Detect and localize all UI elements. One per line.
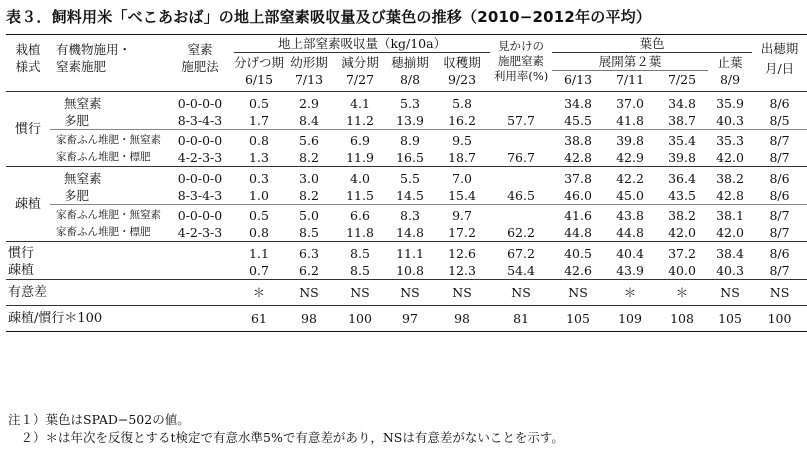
- value-cell: 11.8: [346, 225, 374, 240]
- value-cell: 6.9: [334, 130, 386, 150]
- value-cell: 34.8: [564, 96, 592, 111]
- value-cell: 6.6: [334, 205, 386, 225]
- average-row: [6, 242, 807, 263]
- value-cell: 3.0: [284, 167, 334, 188]
- value-cell: 44.8: [564, 225, 592, 240]
- value-cell: 42.9: [616, 150, 644, 165]
- value-cell: 8/6: [752, 167, 807, 188]
- value-cell: 42.8: [564, 150, 592, 165]
- value-cell: 8/6: [769, 96, 790, 111]
- value-cell: 8.5: [334, 242, 386, 263]
- treatment-label: 多肥: [64, 113, 90, 128]
- value-cell: 11.5: [346, 188, 374, 203]
- value-cell: 8.4: [299, 113, 319, 128]
- value-cell: 4.1: [350, 96, 370, 111]
- value-cell: 14.5: [396, 188, 424, 203]
- value-cell: 0-0-0-0: [166, 167, 234, 188]
- significance-cell: NS: [386, 280, 434, 306]
- value-cell: 0.8: [234, 130, 284, 150]
- value-cell: 0-0-0-0: [177, 96, 223, 111]
- value-cell: 37.2: [656, 242, 708, 263]
- value-cell: 42.2: [604, 167, 656, 188]
- significance-cell: NS: [490, 280, 552, 306]
- value-cell: 45.0: [616, 188, 644, 203]
- value-cell: 12.3: [448, 263, 476, 278]
- ratio-cell: 61: [234, 306, 284, 332]
- treatment-label: 家畜ふん堆肥・標肥: [56, 226, 151, 238]
- value-cell: 42.0: [668, 225, 696, 240]
- value-cell: 4-2-3-3: [177, 225, 223, 240]
- value-cell: 8.5: [299, 225, 319, 240]
- value-cell: 35.9: [716, 96, 744, 111]
- group-label: 慣行: [14, 121, 41, 137]
- value-cell: 40.3: [716, 263, 744, 278]
- significance-cell: NS: [434, 280, 490, 306]
- treatment-label: 無窒素: [50, 167, 166, 188]
- significance-cell: NS: [284, 280, 334, 306]
- value-cell: 0-0-0-0: [166, 130, 234, 150]
- value-cell: [490, 167, 552, 188]
- table-row: [6, 112, 807, 130]
- treatment-label: 多肥: [64, 188, 90, 203]
- ratio-cell: 97: [386, 306, 434, 332]
- value-cell: 5.0: [284, 205, 334, 225]
- value-cell: 38.2: [656, 205, 708, 225]
- value-cell: 67.2: [490, 242, 552, 263]
- average-label: 慣行: [6, 242, 234, 263]
- value-cell: 8.2: [299, 150, 319, 165]
- ratio-cell: 98: [434, 306, 490, 332]
- value-cell: 41.8: [616, 113, 644, 128]
- value-cell: 6.2: [299, 263, 319, 278]
- note-1: 注１）葉色はSPAD−502の値。: [8, 412, 190, 427]
- value-cell: 8.3: [386, 205, 434, 225]
- col-uptake-2: 幼形期 7/13: [290, 54, 328, 87]
- value-cell: 1.1: [234, 242, 284, 263]
- ratio-cell: 100: [752, 306, 807, 332]
- value-cell: 8/7: [769, 150, 790, 165]
- value-cell: 38.1: [708, 205, 752, 225]
- treatment-label: 家畜ふん堆肥・無窒素: [50, 205, 166, 225]
- value-cell: 11.9: [346, 150, 374, 165]
- value-cell: 5.8: [452, 96, 472, 111]
- ratio-row: [6, 306, 807, 332]
- col-uptake-1: 分げつ期 6/15: [234, 54, 285, 87]
- ratio-cell: 100: [334, 306, 386, 332]
- value-cell: 8/7: [769, 263, 790, 278]
- col-uptake-3: 減分期 7/27: [341, 54, 379, 87]
- significance-cell: ＊: [604, 280, 656, 306]
- value-cell: [490, 205, 552, 225]
- value-cell: 34.8: [668, 96, 696, 111]
- value-cell: 62.2: [507, 225, 535, 240]
- value-cell: 38.8: [552, 130, 604, 150]
- col-group-uptake: 地上部窒素吸収量（kg/10a）: [234, 35, 490, 53]
- significance-cell: ＊: [234, 280, 284, 306]
- value-cell: 2.9: [299, 96, 319, 111]
- average-row: [6, 262, 807, 280]
- value-cell: 35.4: [656, 130, 708, 150]
- value-cell: 9.7: [434, 205, 490, 225]
- table-row: [6, 149, 807, 167]
- col-cultivation: 栽植 様式: [6, 35, 50, 89]
- ratio-cell: 109: [604, 306, 656, 332]
- value-cell: 8-3-4-3: [177, 188, 223, 203]
- col-organic: 有機物施用・ 窒素施肥: [50, 35, 166, 89]
- value-cell: 8.9: [386, 130, 434, 150]
- value-cell: 15.4: [448, 188, 476, 203]
- value-cell: 5.3: [400, 96, 420, 111]
- ratio-cell: 105: [552, 306, 604, 332]
- value-cell: 39.8: [668, 150, 696, 165]
- value-cell: 1.3: [249, 150, 269, 165]
- value-cell: 40.0: [668, 263, 696, 278]
- value-cell: 39.8: [604, 130, 656, 150]
- ratio-cell: 81: [490, 306, 552, 332]
- value-cell: 42.6: [564, 263, 592, 278]
- value-cell: 0.5: [249, 96, 269, 111]
- value-cell: 46.0: [564, 188, 592, 203]
- value-cell: [490, 130, 552, 150]
- value-cell: 16.5: [396, 150, 424, 165]
- table-body: [6, 92, 807, 332]
- ratio-cell: 98: [284, 306, 334, 332]
- col-apparent-rate: 見かけの 施肥窒素 利用率(%): [490, 35, 552, 89]
- value-cell: 35.3: [708, 130, 752, 150]
- significance-cell: ＊: [656, 280, 708, 306]
- value-cell: 16.2: [448, 113, 476, 128]
- value-cell: 14.8: [396, 225, 424, 240]
- average-label: 疎植: [8, 263, 35, 278]
- significance-cell: NS: [708, 280, 752, 306]
- value-cell: 4.0: [334, 167, 386, 188]
- value-cell: 38.7: [668, 113, 696, 128]
- value-cell: 17.2: [448, 225, 476, 240]
- value-cell: 36.4: [656, 167, 708, 188]
- col-group-leaf: 葉色: [552, 35, 752, 53]
- value-cell: 12.6: [434, 242, 490, 263]
- value-cell: 13.9: [396, 113, 424, 128]
- value-cell: 40.3: [716, 113, 744, 128]
- significance-row: [6, 280, 807, 306]
- significance-cell: NS: [752, 280, 807, 306]
- value-cell: 5.6: [284, 130, 334, 150]
- value-cell: 1.7: [249, 113, 269, 128]
- value-cell: 8/7: [769, 225, 790, 240]
- nitrogen-leaf-color-table: [6, 34, 807, 332]
- value-cell: 4-2-3-3: [177, 150, 223, 165]
- ratio-cell: 105: [708, 306, 752, 332]
- value-cell: 42.0: [716, 225, 744, 240]
- ratio-label: 疎植/慣行＊100: [6, 306, 234, 332]
- value-cell: 76.7: [507, 150, 535, 165]
- value-cell: 0.5: [234, 205, 284, 225]
- table-row: [6, 187, 807, 205]
- value-cell: 42.8: [716, 188, 744, 203]
- significance-cell: NS: [552, 280, 604, 306]
- value-cell: 37.8: [552, 167, 604, 188]
- col-leaf-2: 7/11: [615, 72, 645, 87]
- table-row: [6, 130, 807, 150]
- value-cell: 8/7: [752, 130, 807, 150]
- value-cell: 8.5: [350, 263, 370, 278]
- value-cell: 0.8: [249, 225, 269, 240]
- value-cell: 7.0: [434, 167, 490, 188]
- value-cell: 8/6: [752, 242, 807, 263]
- col-leaf-sub: 展開第２葉: [552, 53, 708, 71]
- significance-label: 有意差: [6, 280, 234, 306]
- note-2: ２）＊は年次を反復とするt検定で有意水準5%で有意差があり，NSは有意差がないことを示す。: [8, 430, 564, 445]
- value-cell: 42.0: [716, 150, 744, 165]
- value-cell: 43.5: [668, 188, 696, 203]
- value-cell: 10.8: [396, 263, 424, 278]
- treatment-label: 家畜ふん堆肥・無窒素: [50, 130, 166, 150]
- value-cell: 11.2: [346, 113, 374, 128]
- value-cell: 5.5: [386, 167, 434, 188]
- value-cell: 38.4: [708, 242, 752, 263]
- value-cell: 18.7: [448, 150, 476, 165]
- group-label: 疎植: [6, 167, 50, 242]
- significance-cell: NS: [334, 280, 386, 306]
- value-cell: 44.8: [616, 225, 644, 240]
- table-row: [6, 92, 807, 113]
- col-uptake-4: 穂揃期 8/8: [391, 54, 429, 87]
- value-cell: 0.3: [234, 167, 284, 188]
- value-cell: 0.7: [249, 263, 269, 278]
- col-method: 窒素 施肥法: [166, 35, 234, 89]
- value-cell: 0-0-0-0: [166, 205, 234, 225]
- value-cell: 37.0: [616, 96, 644, 111]
- treatment-label: 家畜ふん堆肥・標肥: [56, 151, 151, 163]
- col-uptake-5: 収穫期 9/23: [443, 54, 481, 87]
- value-cell: 54.4: [507, 263, 535, 278]
- col-leaf-3: 7/25: [667, 72, 697, 87]
- value-cell: 9.5: [434, 130, 490, 150]
- table-row: [6, 224, 807, 242]
- value-cell: [490, 92, 552, 113]
- table-row: [6, 167, 807, 188]
- value-cell: 46.5: [507, 188, 535, 203]
- value-cell: 57.7: [507, 113, 535, 128]
- value-cell: 8/5: [769, 113, 790, 128]
- col-leaf-1: 6/13: [563, 72, 593, 87]
- ratio-cell: 108: [656, 306, 708, 332]
- value-cell: 40.4: [604, 242, 656, 263]
- value-cell: 43.8: [604, 205, 656, 225]
- value-cell: 6.3: [284, 242, 334, 263]
- table-title: 表３．飼料用米「べこあおば」の地上部窒素吸収量及び葉色の推移（2010−2012年の平均）: [6, 8, 652, 26]
- value-cell: 8/7: [752, 205, 807, 225]
- value-cell: 40.5: [552, 242, 604, 263]
- value-cell: 38.2: [708, 167, 752, 188]
- value-cell: 8/6: [769, 188, 790, 203]
- value-cell: 45.5: [564, 113, 592, 128]
- col-leaf-stop: 止葉 8/9: [717, 54, 743, 87]
- value-cell: 1.0: [249, 188, 269, 203]
- value-cell: 8.2: [299, 188, 319, 203]
- treatment-label: 無窒素: [64, 96, 102, 111]
- value-cell: 8-3-4-3: [177, 113, 223, 128]
- value-cell: 11.1: [386, 242, 434, 263]
- value-cell: 43.9: [616, 263, 644, 278]
- value-cell: 41.6: [552, 205, 604, 225]
- col-heading: 出穂期 月/日: [752, 35, 807, 89]
- table-row: [6, 205, 807, 225]
